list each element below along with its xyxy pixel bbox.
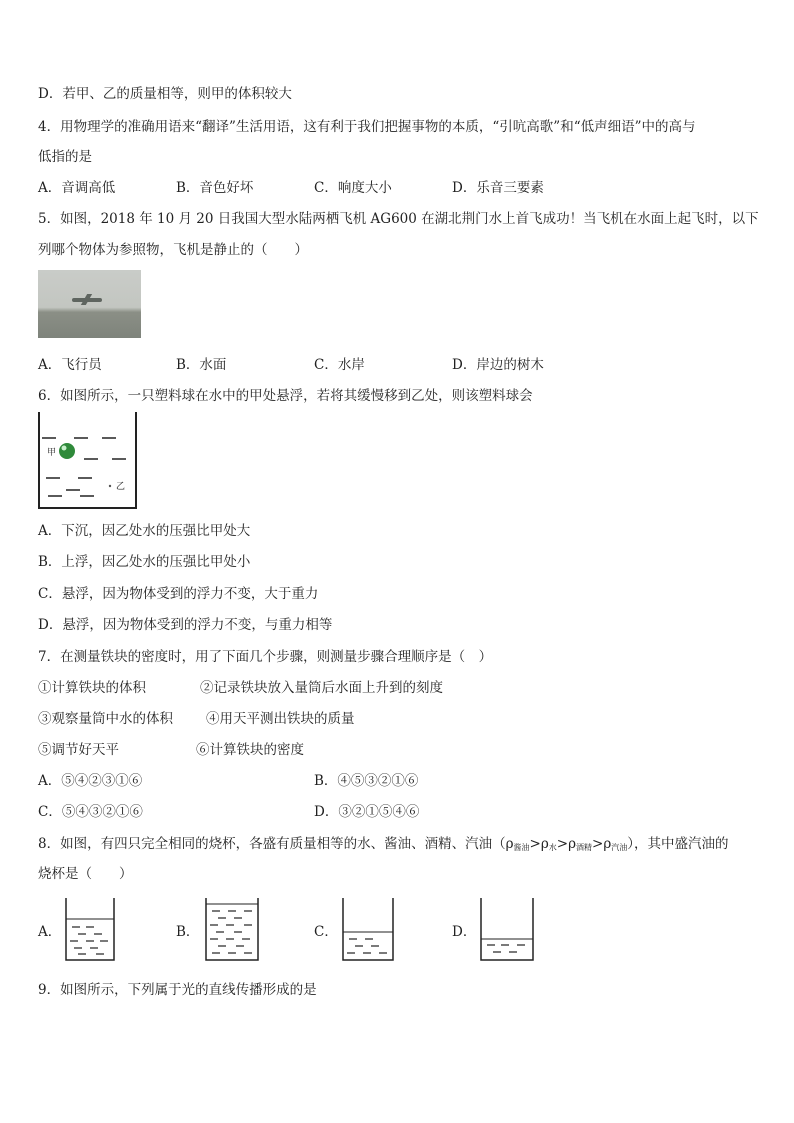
- q8-stem-line2: 烧杯是（ ）: [38, 866, 133, 882]
- q6-option-d: D．悬浮，因为物体受到的浮力不变，与重力相等: [38, 617, 333, 633]
- q6-stem: 6．如图所示，一只塑料球在水中的甲处悬浮，若将其缓慢移到乙处，则该塑料球会: [38, 388, 533, 404]
- q9-stem: 9．如图所示，下列属于光的直线传播形成的是: [38, 982, 317, 998]
- q4-option-d: D．乐音三要素: [452, 180, 544, 196]
- label-jia: 甲: [47, 448, 57, 458]
- q7-option-c: C．⑤④③②①⑥: [38, 804, 143, 820]
- sub-gas: 汽油: [611, 843, 628, 852]
- ball-highlight: [62, 446, 67, 451]
- q4-option-a: A．音调高低: [38, 180, 116, 196]
- q8-label-d: D．: [452, 924, 477, 940]
- q5-option-b: B．水面: [176, 357, 227, 373]
- q4-option-c: C．响度大小: [314, 180, 392, 196]
- q4-stem-line2: 低指的是: [38, 149, 92, 165]
- label-yi: 乙: [116, 482, 126, 492]
- rho-symbol: ρ: [603, 836, 612, 852]
- water-container-figure: [36, 410, 140, 512]
- position-yi-dot: [109, 485, 111, 487]
- q6-option-c: C．悬浮，因为物体受到的浮力不变，大于重力: [38, 586, 319, 602]
- q6-option-a: A．下沉，因乙处水的压强比甲处大: [38, 523, 251, 539]
- sub-soy: 酱油: [513, 843, 530, 852]
- q7-stem: 7．在测量铁块的密度时，用了下面几个步骤，则测量步骤合理顺序是（ ）: [38, 649, 493, 665]
- q8-label-a: A．: [38, 924, 62, 940]
- q7-option-b: B．④⑤③②①⑥: [314, 773, 419, 789]
- gt-symbol: >: [529, 836, 541, 852]
- q8-stem-prefix: 8．如图，有四只完全相同的烧杯，各盛有质量相等的水、酱油、酒精、汽油（: [38, 836, 506, 852]
- q5-option-a: A．飞行员: [38, 357, 102, 373]
- q4-option-b: B．音色好坏: [176, 180, 254, 196]
- q7-step-2: ②记录铁块放入量筒后水面上升到的刻度: [200, 680, 443, 696]
- q7-option-a: A．⑤④②③①⑥: [38, 773, 143, 789]
- rho-symbol: ρ: [505, 836, 514, 852]
- beaker-a: [64, 896, 116, 962]
- q5-stem-line2: 列哪个物体为参照物，飞机是静止的（ ）: [38, 242, 308, 258]
- q7-step-5: ⑤调节好天平: [38, 742, 119, 758]
- q5-stem-line1: 5．如图，2018 年 10 月 20 日我国大型水陆两栖飞机 AG600 在湖北荆门水上首飞成功！当飞机在水面上起飞时，以下: [38, 211, 759, 227]
- beaker-c: [341, 896, 395, 962]
- q8-stem-suffix: ），其中盛汽油的: [627, 836, 729, 852]
- q7-step-4: ④用天平测出铁块的质量: [206, 711, 355, 727]
- container-outline: [39, 412, 136, 508]
- sub-alcohol: 酒精: [576, 843, 593, 852]
- q6-option-b: B．上浮，因乙处水的压强比甲处小: [38, 554, 251, 570]
- seaplane-photo: [38, 270, 141, 338]
- q8-label-b: B．: [176, 924, 200, 940]
- gt-symbol: >: [556, 836, 569, 852]
- q7-step-6: ⑥计算铁块的密度: [196, 742, 304, 758]
- q3-option-d: D．若甲、乙的质量相等，则甲的体积较大: [38, 86, 292, 102]
- beaker-d: [479, 896, 535, 962]
- q5-option-c: C．水岸: [314, 357, 365, 373]
- q4-stem-line1: 4．用物理学的准确用语来“翻译”生活用语，这有利于我们把握事物的本质，“引吭高歌”和“低声细语”中的高与: [38, 119, 696, 135]
- sub-water: 水: [548, 843, 557, 852]
- plastic-ball: [59, 443, 75, 459]
- rho-symbol: ρ: [540, 836, 549, 852]
- q5-option-d: D．岸边的树木: [452, 357, 544, 373]
- q8-stem-line1: [38, 832, 729, 853]
- rho-symbol: ρ: [568, 836, 577, 852]
- beaker-b: [204, 896, 260, 962]
- water-lines: [42, 438, 126, 496]
- q7-step-3: ③观察量筒中水的体积: [38, 711, 173, 727]
- q7-step-1: ①计算铁块的体积: [38, 680, 146, 696]
- gt-symbol: >: [592, 836, 604, 852]
- q8-label-c: C．: [314, 924, 338, 940]
- q7-option-d: D．③②①⑤④⑥: [314, 804, 420, 820]
